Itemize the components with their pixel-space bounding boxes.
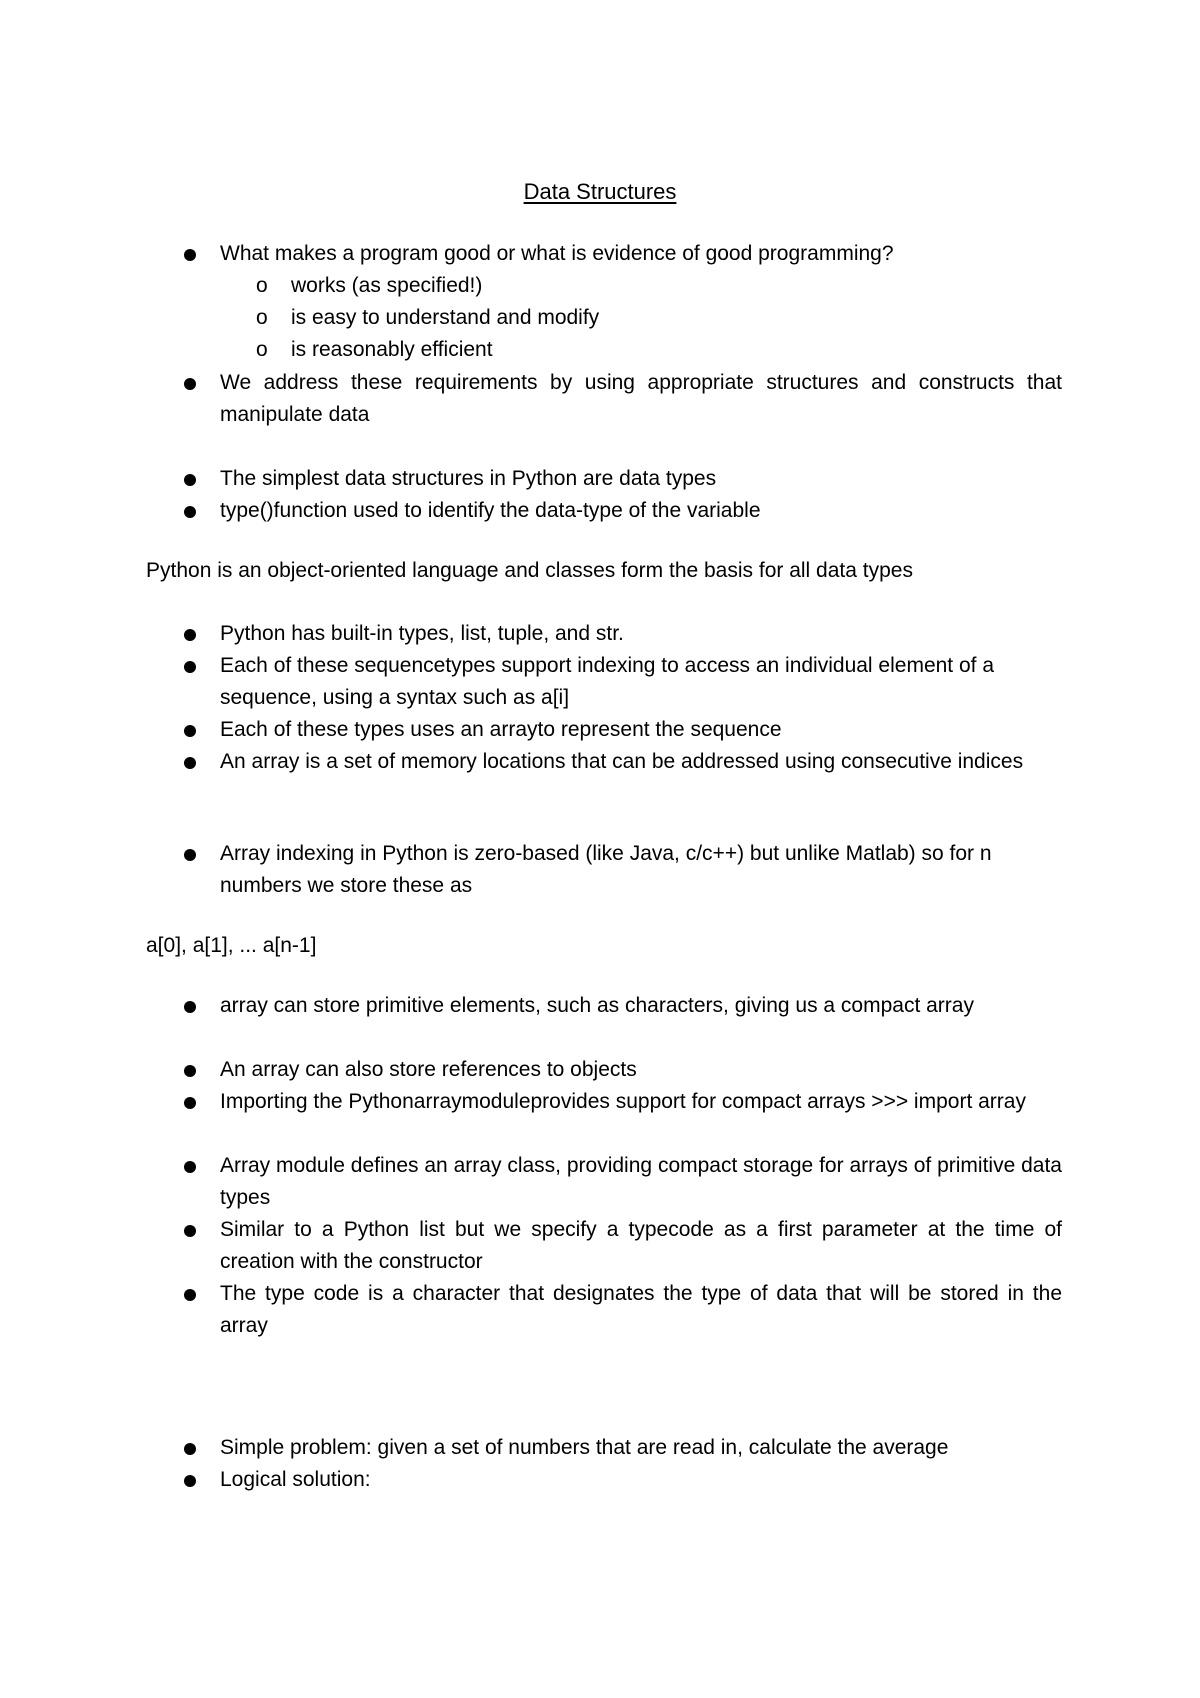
bullet-icon [184, 725, 196, 737]
bullet-icon [184, 1161, 196, 1173]
paragraph: a[0], a[1], ... a[n-1] [146, 934, 317, 957]
sub-list-item-text: works (as specified!) [291, 274, 483, 297]
sub-list-item-text: is reasonably efficient [291, 338, 493, 361]
list-item-text: The simplest data structures in Python are data types [220, 467, 717, 490]
list-item-text: Array indexing in Python is zero-based (like Java, c/c++) but unlike Matlab) so for n numbers we store these as [220, 842, 992, 897]
list-item-text: Each of these sequencetypes support indexing to access an individual element of a sequence, using a syntax such as a[i] [220, 654, 994, 709]
sub-list-item-text: is easy to understand and modify [291, 306, 600, 329]
circle-bullet-icon [256, 334, 266, 366]
list-item-text: Each of these types uses an arrayto represent the sequence [220, 718, 782, 741]
bullet-icon [184, 629, 196, 641]
circle-bullet-icon [256, 270, 266, 302]
list-item-text: Simple problem: given a set of numbers that are read in, calculate the average [220, 1436, 949, 1459]
bullet-icon [184, 757, 196, 769]
list-item-text: type()function used to identify the data-type of the variable [220, 499, 761, 522]
list-item-text: The type code is a character that designates the type of data that will be stored in the array [220, 1282, 1062, 1337]
bullet-icon [184, 1225, 196, 1237]
list-item-text: Similar to a Python list but we specify a typecode as a first parameter at the time of creation with the constructor [220, 1218, 1062, 1273]
list-item-text: An array can also store references to objects [220, 1058, 637, 1081]
paragraph: Python is an object-oriented language and classes form the basis for all data types [146, 559, 913, 582]
list-item-text: Python has built-in types, list, tuple, and str. [220, 622, 624, 645]
list-item-text: We address these requirements by using appropriate structures and constructs that manipulate data [220, 371, 1062, 426]
list-item-text: array can store primitive elements, such as characters, giving us a compact array [220, 994, 974, 1017]
bullet-icon [184, 1065, 196, 1077]
page-title: Data Structures [523, 179, 677, 204]
bullet-icon [184, 1443, 196, 1455]
bullet-icon [184, 1001, 196, 1013]
list-item-text: What makes a program good or what is evidence of good programming? [220, 242, 894, 265]
list-item-text: Logical solution: [220, 1468, 371, 1491]
bullet-icon [184, 661, 196, 673]
bullet-icon [184, 1475, 196, 1487]
list-item-text: An array is a set of memory locations that can be addressed using consecutive indices [220, 750, 1024, 773]
bullet-icon [184, 506, 196, 518]
circle-bullet-icon [256, 302, 266, 334]
list-item-text: Array module defines an array class, providing compact storage for arrays of primitive data types [220, 1154, 1062, 1209]
bullet-icon [184, 849, 196, 861]
bullet-icon [184, 378, 196, 390]
bullet-icon [184, 474, 196, 486]
bullet-icon [184, 249, 196, 261]
bullet-icon [184, 1289, 196, 1301]
list-item-text: Importing the Pythonarraymoduleprovides support for compact arrays >>> import array [220, 1090, 1026, 1113]
bullet-icon [184, 1097, 196, 1109]
